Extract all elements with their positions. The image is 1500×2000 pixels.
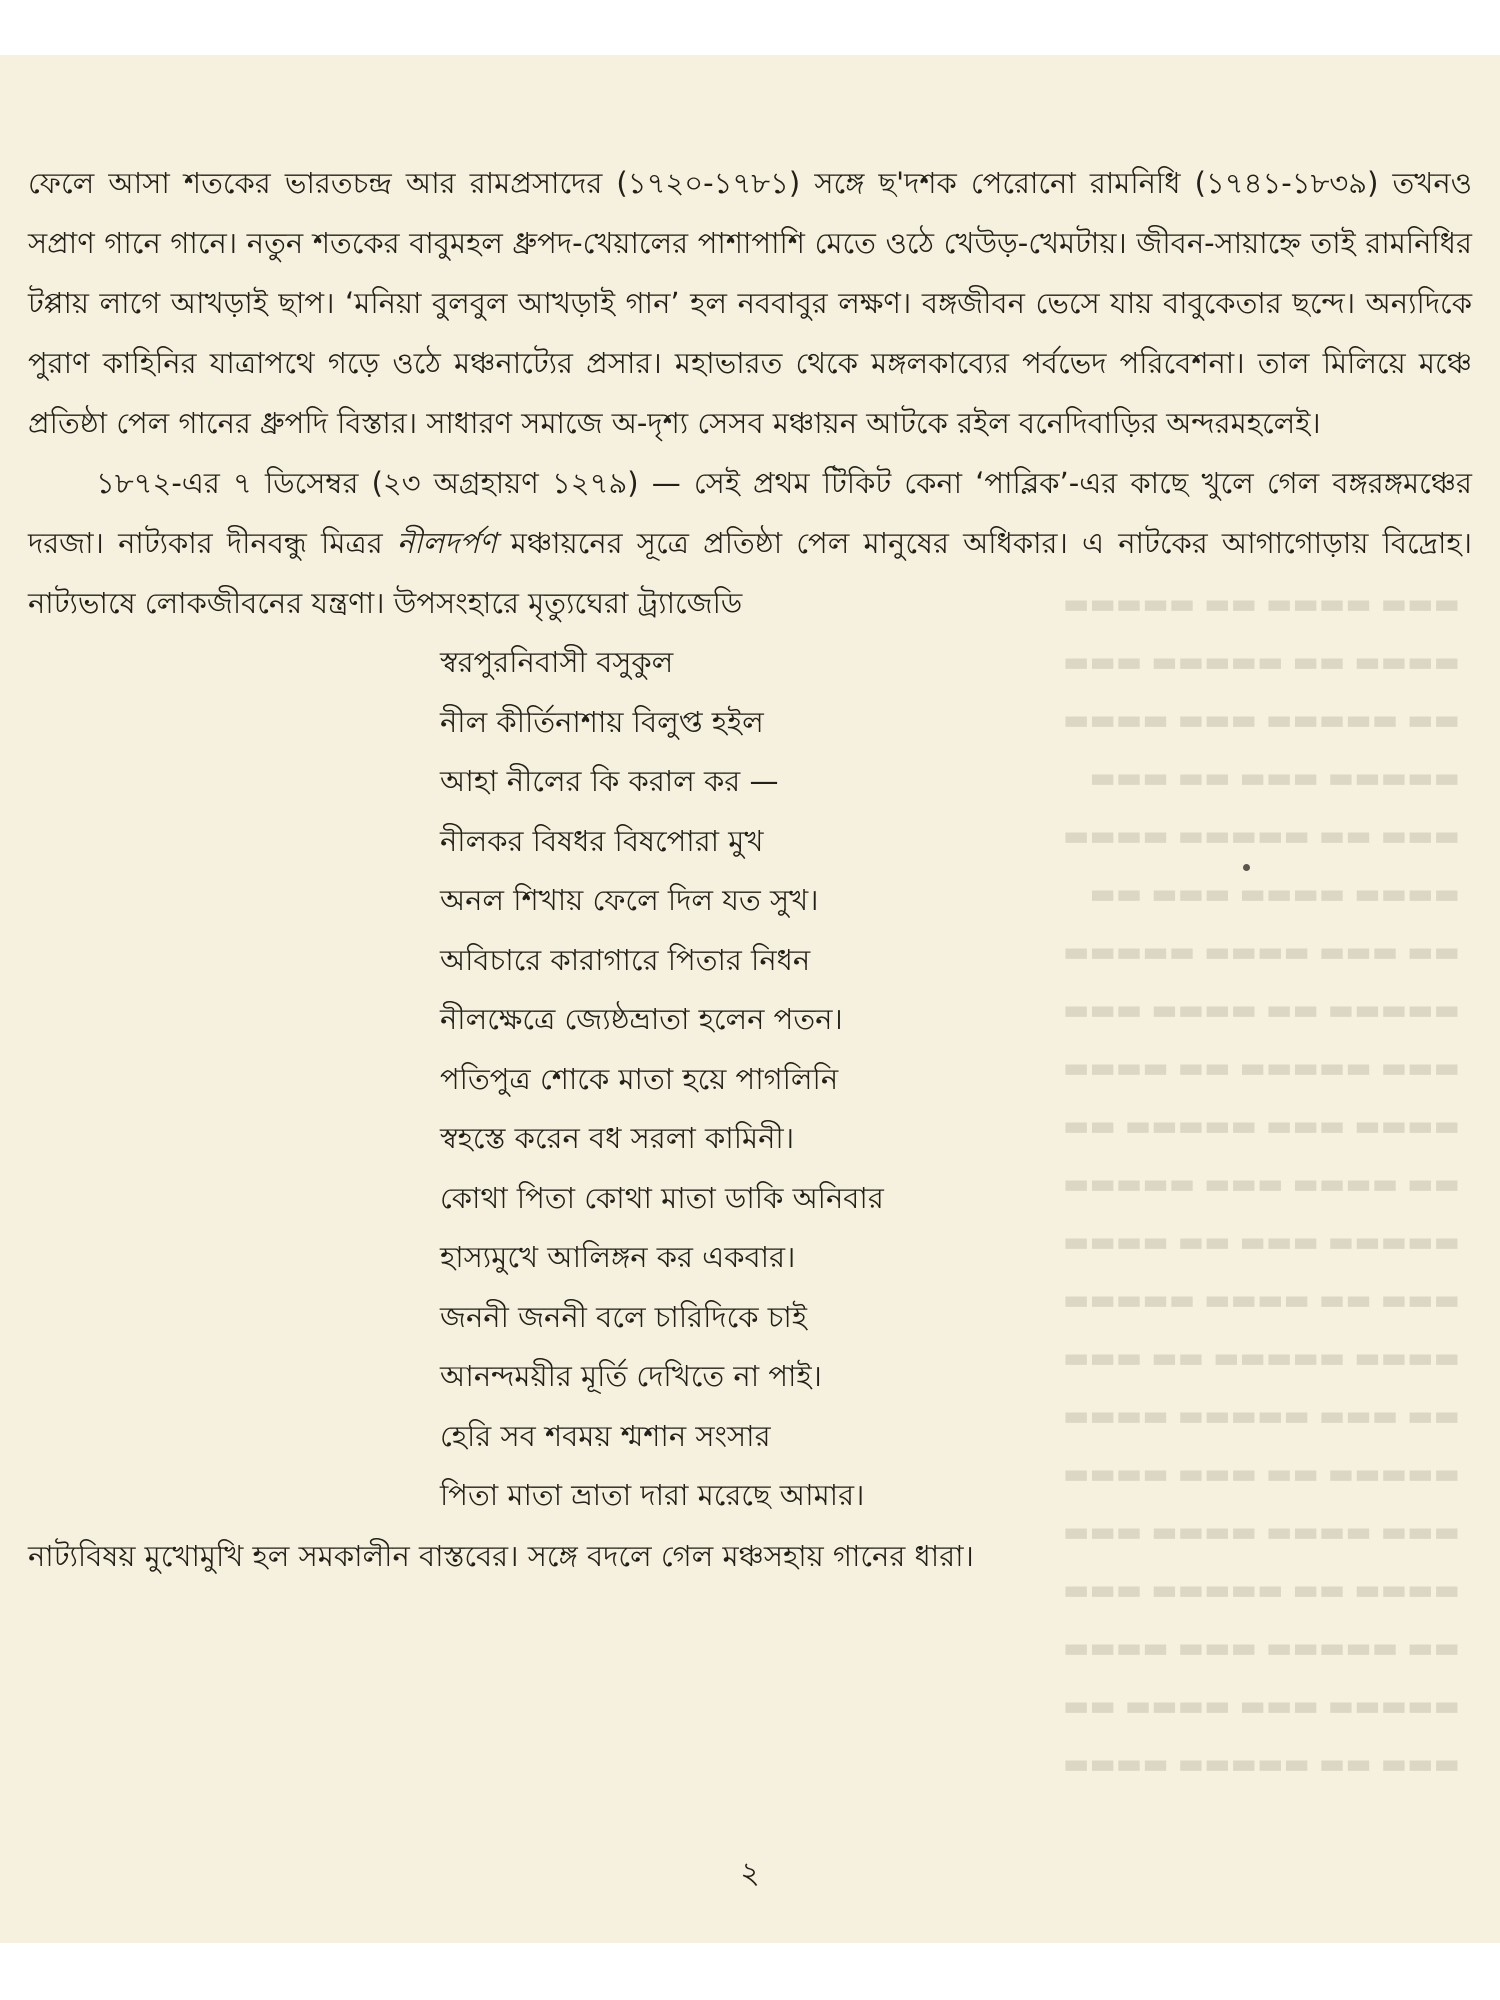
paragraph-3: নাট্যবিষয় মুখোমুখি হল সমকালীন বাস্তবের। সঙ্গে বদলে গেল মঞ্চসহায় গানের ধারা। bbox=[28, 1538, 974, 1573]
poem-line: নীলকর বিষধর বিষপোরা মুখ bbox=[440, 823, 764, 858]
poem-line: আনন্দময়ীর মূর্তি দেখিতে না পাই। bbox=[440, 1359, 822, 1393]
show-through-texture: ▬▬▬ ▬▬▬▬ ▬▬ ▬▬▬▬▬ ▬▬▬▬ ▬▬ ▬▬▬▬▬ ▬▬▬ ▬▬ ▬▬▬▬▬ ▬▬▬ ▬▬▬▬ ▬▬▬▬▬ ▬▬▬ ▬▬ ▬▬▬ ▬▬▬ ▬▬ ▬▬▬▬▬ ▬▬▬▬ ▬▬▬▬ ▬▬▬▬ ▬▬▬ ▬▬ ▬▬ ▬▬▬ ▬▬▬▬ ▬▬▬▬▬ ▬▬▬▬▬ ▬▬ ▬▬▬▬ ▬▬▬ ▬▬▬ ▬▬▬▬▬ ▬▬ ▬▬▬▬ ▬▬▬▬ ▬▬▬ ▬▬▬▬▬ ▬▬ ▬▬ ▬▬▬▬ ▬▬▬ ▬▬▬▬▬ ▬▬▬▬▬ ▬▬▬ ▬▬ ▬▬▬▬ ▬▬▬ ▬▬ ▬▬▬▬ ▬▬▬▬▬ ▬▬▬▬ ▬▬▬▬▬ ▬▬ ▬▬▬ ▬▬ ▬▬▬ ▬▬▬▬▬ ▬▬▬▬ ▬▬▬▬▬ ▬▬ ▬▬▬ ▬▬▬▬ ▬▬▬ ▬▬▬▬ ▬▬▬▬ ▬▬▬ ▬▬▬▬ ▬▬ ▬▬▬▬▬ ▬▬▬ ▬▬ ▬▬▬▬▬ ▬▬▬ ▬▬▬▬ ▬▬▬▬▬ ▬▬▬ ▬▬▬▬ ▬▬ ▬▬▬ ▬▬ ▬▬▬▬▬ ▬▬▬▬ bbox=[1062, 587, 1460, 1780]
poem-line: নীলক্ষেত্রে জ্যেষ্ঠভ্রাতা হলেন পতন। bbox=[440, 1002, 843, 1036]
poem-line: পিতা মাতা ভ্রাতা দারা মরেছে আমার। bbox=[440, 1478, 865, 1512]
paragraph-2-text: — সেই প্রথম টিকিট কেনা ‘পাব্লিক’-এর কাছে খুলে গেল বঙ্গরঙ্গমঞ্চের দরজা। নাট্যকার দীনবন্ধু মিত্রর bbox=[28, 466, 1473, 560]
paragraph-2 bbox=[28, 453, 1472, 633]
page-number: ২ bbox=[740, 1856, 760, 1891]
poem-line: পতিপুত্র শোকে মাতা হয়ে পাগলিনি bbox=[440, 1061, 839, 1096]
paragraph-2-text-cont: মঞ্চায়নের সূত্রে প্রতিষ্ঠা পেল মানুষের অধিকার। এ নাটকের আগাগোড়ায় বিদ্রোহ। নাট্যভাষে লোকজীবনের যন্ত্রণা। উপসংহারে মৃত্যুঘেরা ট্র্যাজেডি bbox=[28, 526, 1472, 620]
poem-line: স্বহস্তে করেন বধ সরলা কামিনী। bbox=[440, 1121, 795, 1155]
poem-line: অবিচারে কারাগারে পিতার নিধন bbox=[440, 942, 811, 977]
play-title: নীলদর্পণ bbox=[396, 526, 497, 560]
body-text bbox=[28, 153, 1472, 1586]
poem-line: নীল কীর্তিনাশায় বিলুপ্ত হইল bbox=[440, 704, 764, 739]
poem-line: অনল শিখায় ফেলে দিল যত সুখ। bbox=[440, 883, 819, 917]
paragraph-1: ফেলে আসা শতকের ভারতচন্দ্র আর রামপ্রসাদের (১৭২০-১৭৮১) সঙ্গে ছ'দশক পেরোনো রামনিধি (১৭৪১-১৮৩৯) তখনও সপ্রাণ গানে গানে। নতুন শতকের বাবুমহল ধ্রুপদ-খেয়ালের পাশাপাশি মেতে ওঠে খেউড়-খেমটায়। জীবন-সায়াহ্নে তাই রামনিধির টপ্পায় লাগে আখড়াই ছাপ। ‘মনিয়া বুলবুল আখড়াই গান’ হল নববাবুর লক্ষণ। বঙ্গজীবন ভেসে যায় বাবুকেতার ছন্দে। অন্যদিকে পুরাণ কাহিনির যাত্রাপথে গড়ে ওঠে মঞ্চনাট্যের প্রসার। মহাভারত থেকে মঙ্গলকাব্যের পর্বভেদ পরিবেশনা। তাল মিলিয়ে মঞ্চে প্রতিষ্ঠা পেল গানের ধ্রুপদি বিস্তার। সাধারণ সমাজে অ-দৃশ্য সেসব মঞ্চায়ন আটকে রইল বনেদিবাড়ির অন্দরমহলেই। bbox=[28, 166, 1472, 440]
date-lead: ১৮৭২-এর ৭ ডিসেম্বর (২৩ অগ্রহায়ণ ১২৭৯) bbox=[96, 466, 639, 500]
poem-line: হাস্যমুখে আলিঙ্গন কর একবার। bbox=[440, 1240, 796, 1274]
poem-line: হেরি সব শবময় শ্মশান সংসার bbox=[440, 1418, 771, 1453]
poem-line: জননী জননী বলে চারিদিকে চাই bbox=[440, 1299, 807, 1334]
book-page bbox=[0, 55, 1500, 1943]
poem-line: আহা নীলের কি করাল কর — bbox=[440, 764, 779, 798]
poem-line: কোথা পিতা কোথা মাতা ডাকি অনিবার bbox=[440, 1180, 884, 1215]
poem-line: স্বরপুরনিবাসী বসুকুল bbox=[440, 645, 674, 679]
poem bbox=[440, 633, 1472, 1526]
